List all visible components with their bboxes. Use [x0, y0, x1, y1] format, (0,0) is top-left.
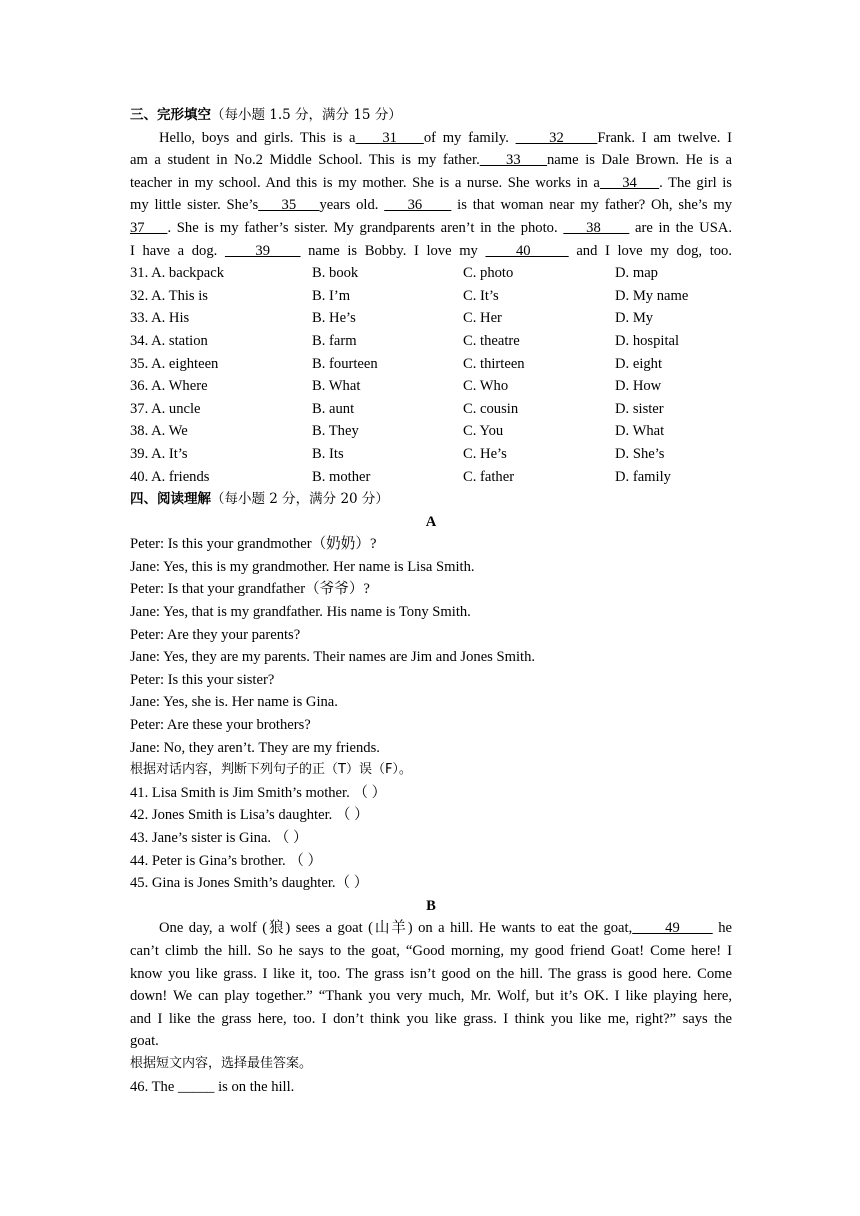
option-row [130, 398, 732, 421]
true-false-question: 41. Lisa Smith is Jim Smith’s mother. （ ） [130, 784, 387, 801]
passage-text: down! We can play together.” “Thank you very much, Mr. Wolf, but it’s OK. I like playing here, [130, 988, 732, 1005]
option-choice: C. photo [463, 265, 514, 282]
passage-text: and I like the grass here, too. I don’t think you like grass. I think you like me, right?” says the [130, 1010, 732, 1027]
option-choice: D. hospital [615, 332, 680, 349]
option-row [130, 353, 732, 376]
option-choice: B. book [312, 265, 359, 282]
answer-blank: 33 [479, 152, 547, 169]
section3-note: （每小题 1.5 分，满分 15 分） [211, 107, 402, 123]
option-choice: 34. A. station [130, 332, 208, 349]
option-choice: D. eight [615, 355, 663, 372]
option-choice: B. farm [312, 332, 357, 349]
part-a-questions [130, 782, 732, 895]
option-choice: D. map [615, 265, 658, 282]
answer-blank: 34 [599, 174, 660, 191]
option-choice: C. father [463, 468, 515, 485]
passage-b-last-line: goat. [130, 1033, 159, 1050]
option-choice: 40. A. friends [130, 468, 210, 485]
dialogue-line: Peter: Are they your parents? [130, 626, 301, 643]
dialogue-line: Jane: Yes, she is. Her name is Gina. [130, 694, 338, 711]
passage-line [130, 963, 732, 986]
answer-blank: 31 [355, 129, 424, 146]
dialogue-line: Jane: Yes, this is my grandmother. Her name is Lisa Smith. [130, 558, 475, 575]
option-choice: C. theatre [463, 332, 520, 349]
option-choice: D. My name [615, 287, 689, 304]
passage-text: years old. [319, 197, 385, 214]
true-false-question: 42. Jones Smith is Lisa’s daughter. （ ） [130, 807, 369, 824]
answer-blank: 39 [224, 242, 301, 259]
option-choice: C. It’s [463, 287, 499, 304]
option-choice: D. family [615, 468, 671, 485]
passage-text: know you like grass. I like it, too. The grass isn’t good on the hill. The grass is good here. Come [130, 965, 732, 982]
passage-text: Frank. I am twelve. I [597, 129, 733, 146]
passage-text: . She is my father’s sister. My grandparents aren’t in the photo. [167, 219, 564, 236]
option-row [130, 420, 732, 443]
part-a-label: A [425, 513, 437, 530]
answer-blank: 38 [563, 219, 630, 236]
dialogue-line: Peter: Are these your brothers? [130, 717, 311, 734]
section3-title: 三、完形填空 [130, 107, 211, 123]
option-row [130, 307, 732, 330]
passage-text: he [712, 920, 733, 937]
cloze-options [130, 262, 732, 488]
answer-blank: 32 [515, 129, 598, 146]
answer-blank: 37 [130, 219, 168, 236]
option-choice: B. fourteen [312, 355, 378, 372]
answer-blank: 40 [485, 242, 569, 259]
option-choice: 33. A. His [130, 310, 190, 327]
section4-heading [130, 488, 732, 511]
passage-text: One day, a wolf (狼) sees a goat (山羊) on a hill. He wants to eat the goat, [159, 920, 633, 937]
option-row [130, 375, 732, 398]
passage-line [130, 194, 732, 217]
answer-blank: 49 [632, 920, 713, 937]
section4-title: 四、阅读理解 [130, 491, 211, 508]
dialogue-line: Peter: Is this your sister? [130, 671, 275, 688]
option-choice: C. thirteen [463, 355, 525, 372]
part-a-instruction: 根据对话内容，判断下列句子的正（T）误（F）。 [130, 762, 412, 778]
option-row [130, 262, 732, 285]
option-choice: B. He’s [312, 310, 356, 327]
passage-line [130, 917, 732, 940]
reading-passage-b [130, 917, 732, 1030]
option-choice: B. I’m [312, 287, 351, 304]
answer-blank: 35 [258, 197, 320, 214]
option-choice: B. mother [312, 468, 371, 485]
option-choice: C. cousin [463, 400, 519, 417]
option-choice: C. He’s [463, 445, 507, 462]
option-choice: 36. A. Where [130, 378, 208, 395]
option-row [130, 443, 732, 466]
section3-heading [130, 104, 732, 127]
true-false-question: 45. Gina is Jones Smith’s daughter.（ ） [130, 875, 369, 892]
part-b-label: B [426, 897, 436, 914]
option-choice: 38. A. We [130, 423, 188, 440]
option-choice: D. How [615, 378, 662, 395]
exam-page [130, 104, 732, 1098]
passage-line [130, 149, 732, 172]
part-b-instruction: 根据短文内容，选择最佳答案。 [130, 1055, 313, 1071]
passage-text: can’t climb the hill. So he says to the goat, “Good morning, my good friend Goat! Come here! I [130, 942, 732, 959]
dialogue-line: Jane: Yes, that is my grandfather. His name is Tony Smith. [130, 604, 471, 621]
passage-text: I have a dog. [130, 242, 225, 259]
passage-line [130, 217, 732, 240]
option-choice: B. Its [312, 445, 344, 462]
passage-line [130, 940, 732, 963]
passage-text: name is Dale Brown. He is a [547, 152, 732, 169]
option-choice: D. She’s [615, 445, 665, 462]
dialogue [130, 533, 732, 759]
option-choice: C. Her [463, 310, 502, 327]
option-row [130, 466, 732, 489]
option-choice: 37. A. uncle [130, 400, 201, 417]
passage-text: my little sister. She’s [130, 197, 259, 214]
option-choice: B. aunt [312, 400, 355, 417]
option-row [130, 330, 732, 353]
passage-text: are in the USA. [629, 219, 732, 236]
passage-text: name is Bobby. I love my [300, 242, 486, 259]
passage-line [130, 1008, 732, 1031]
option-choice: C. You [463, 423, 504, 440]
option-choice: D. My [615, 310, 654, 327]
option-choice: B. What [312, 378, 361, 395]
option-choice: 35. A. eighteen [130, 355, 219, 372]
passage-line [130, 172, 732, 195]
answer-blank: 36 [384, 197, 452, 214]
dialogue-line: Jane: No, they aren’t. They are my friends. [130, 739, 380, 756]
passage-text: teacher in my school. And this is my mother. She is a nurse. She works in a [130, 174, 600, 191]
passage-text: . The girl is [659, 174, 732, 191]
passage-text: and I love my dog, too. [568, 242, 732, 259]
option-choice: C. Who [463, 378, 509, 395]
passage-text: of my family. [423, 129, 516, 146]
option-choice: 39. A. It’s [130, 445, 188, 462]
true-false-question: 44. Peter is Gina’s brother. （ ） [130, 852, 323, 869]
passage-line [130, 240, 732, 263]
dialogue-line: Peter: Is this your grandmother（奶奶）? [130, 536, 377, 553]
option-row [130, 285, 732, 308]
dialogue-line: Jane: Yes, they are my parents. Their names are Jim and Jones Smith. [130, 649, 536, 666]
dialogue-line: Peter: Is that your grandfather（爷爷）? [130, 581, 370, 598]
section4-note: （每小题 2 分，满分 20 分） [211, 491, 389, 508]
passage-text: Hello, boys and girls. This is a [159, 129, 356, 146]
option-choice: B. They [312, 423, 359, 440]
cloze-passage [130, 127, 732, 263]
true-false-question: 43. Jane’s sister is Gina. （ ） [130, 830, 308, 846]
option-choice: 31. A. backpack [130, 265, 225, 282]
passage-text: is that woman near my father? Oh, she’s my [451, 197, 733, 214]
option-choice: D. What [615, 423, 665, 440]
passage-line [130, 985, 732, 1008]
option-choice: D. sister [615, 400, 664, 417]
passage-text: am a student in No.2 Middle School. This is my father. [130, 152, 480, 169]
option-choice: 32. A. This is [130, 287, 208, 304]
question-46: 46. The _____ is on the hill. [130, 1078, 295, 1095]
passage-line [130, 127, 732, 150]
